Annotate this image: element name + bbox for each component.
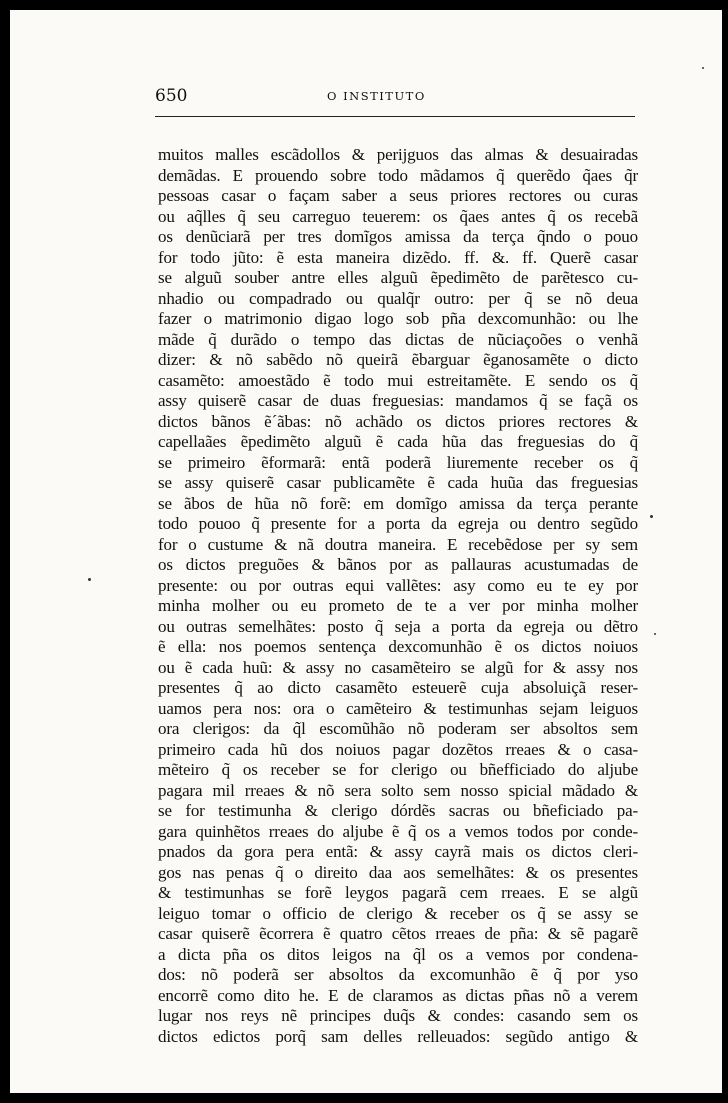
paper-speck bbox=[88, 578, 91, 581]
text-line: ou aq̃lles q̃ seu carreguo teuerem: os q̃aes antes q̃ os recebã bbox=[158, 206, 638, 226]
text-line: mẽteiro q̃ os receber se for clerigo ou bñefficiado do aljube bbox=[158, 760, 638, 779]
text-line: se ãbos de hũa nõ forẽ: em domĩgo amissa da terça perante bbox=[158, 493, 638, 513]
text-line: gos nas penas q̃ o direito daa aos semelhãtes: & os presentes bbox=[158, 862, 638, 882]
text-line: nhadio ou compadrado ou qualq̃r outro: per q̃ se nõ deua bbox=[158, 288, 638, 308]
document-page bbox=[10, 10, 722, 1093]
paper-speck bbox=[702, 67, 704, 69]
text-line: pessoas casar o façam saber a seus priores rectores ou curas bbox=[158, 186, 638, 205]
text-line: capellaães ẽpedimẽto alguũ ẽ cada hũa das freguesias do q̃ bbox=[158, 432, 638, 451]
text-line: ora clerigos: da q̃l escomũhão nõ poderam ser absoltos sem bbox=[158, 719, 638, 738]
text-line: casar quiserẽ ẽcorrera ẽ quatro cẽtos rreaes de pña: & sẽ pagarẽ bbox=[158, 924, 638, 943]
text-line: presentes q̃ ao dicto casamẽto esteuerẽ cuja absoluiçã reser- bbox=[158, 678, 638, 697]
text-line: fazer o matrimonio digao logo sob pña dexcomunhão: ou lhe bbox=[158, 309, 638, 328]
text-line: os denũciarã per tres domĩgos amissa da terça q̃ndo o pouo bbox=[158, 227, 638, 246]
text-line: se alguũ souber antre elles alguũ ẽpedimẽto de parẽtesco cu- bbox=[158, 268, 638, 287]
text-line: leiguo tomar o officio de clerigo & receber os q̃ se assy se bbox=[158, 903, 638, 923]
text-line: dizer: & nõ sabẽdo nõ queirã ẽbarguar ẽganosamẽte o dicto bbox=[158, 350, 638, 369]
text-line: ẽ ella: nos poemos sentença dexcomunhão ẽ os dictos noiuos bbox=[158, 637, 638, 656]
text-line: os dictos preguões & bãnos por as pallauras acustumadas de bbox=[158, 555, 638, 574]
paper-speck bbox=[650, 515, 653, 518]
text-line: dictos edictos porq̃ sam delles relleuados: segũdo antigo & bbox=[158, 1026, 638, 1046]
text-line: dos: nõ poderã ser absoltos da excomunhão ẽ q̃ por yso bbox=[158, 965, 638, 984]
text-line: a dicta pña os ditos leigos na q̃l os a vemos por condena- bbox=[158, 944, 638, 964]
text-line: pnados da gora pera entã: & assy cayrã mais os dictos cleri- bbox=[158, 842, 638, 861]
text-line: ou ẽ cada huũ: & assy no casamẽteiro se algũ for & assy nos bbox=[158, 657, 638, 677]
text-line: dictos bãnos ẽ´ãbas: nõ achãdo os dictos priores rectores & bbox=[158, 411, 638, 431]
text-line: presente: ou por outras equi vallẽtes: asy como eu te ey por bbox=[158, 575, 638, 595]
text-line: se assy quiserẽ casar publicamẽte ẽ cada huũa das freguesias bbox=[158, 473, 638, 492]
text-line: muitos malles escãdollos & perijguos das almas & desuairadas bbox=[158, 145, 638, 164]
text-line: minha molher ou eu prometo de te a ver por minha molher bbox=[158, 596, 638, 615]
text-line: for todo jũto: ẽ esta maneira dizẽdo. ff. &. ff. Querẽ casar bbox=[158, 247, 638, 267]
text-line: se for testimunha & clerigo dórdẽs sacras ou bñeficiado pa- bbox=[158, 801, 638, 820]
running-title: O INSTITUTO bbox=[327, 89, 426, 103]
text-line: encorrẽ como dito he. E de claramos as dictas pñas nõ a verem bbox=[158, 985, 638, 1005]
body-text bbox=[158, 145, 638, 1047]
text-line: lugar nos reys nẽ principes duq̃s & condes: casando sem os bbox=[158, 1006, 638, 1025]
text-line: & testimunhas se forẽ leygos pagarã cem rreaes. E se algũ bbox=[158, 883, 638, 902]
text-line: primeiro cada hũ dos noiuos pagar dozẽtos rreaes & o casa- bbox=[158, 739, 638, 759]
text-line: demãdas. E prouendo sobre todo mãdamos q̃ querẽdo q̃aes q̃r bbox=[158, 165, 638, 185]
text-line: assy quiserẽ casar de duas freguesias: mandamos q̃ se façã os bbox=[158, 391, 638, 410]
text-line: casamẽto: amoestãdo ẽ todo mui estreitamẽte. E sendo os q̃ bbox=[158, 370, 638, 390]
paper-speck bbox=[654, 633, 656, 635]
text-line: gara quinhẽtos rreaes do aljube ẽ q̃ os a vemos todos por conde- bbox=[158, 821, 638, 841]
text-line: mãde q̃ durãdo o tempo das dictas de nũciaçoões o venhã bbox=[158, 329, 638, 349]
text-line: se primeiro ẽformarã: entã poderã liuremente receber os q̃ bbox=[158, 452, 638, 472]
page-header bbox=[155, 86, 637, 126]
text-line: ou outras semelhãtes: posto q̃ seja a porta da egreja ou dẽtro bbox=[158, 616, 638, 636]
page-number: 650 bbox=[155, 86, 188, 106]
header-rule bbox=[155, 116, 635, 117]
text-line: pagara mil rreaes & nõ sera solto sem nosso spicial mãdado & bbox=[158, 780, 638, 800]
text-line: todo pouoo q̃ presente for a porta da egreja ou dentro segũdo bbox=[158, 514, 638, 533]
text-line: for o custume & nã doutra maneira. E recebẽdose per sy sem bbox=[158, 534, 638, 554]
text-line: uamos pera nos: ora o camẽteiro & testimunhas sejam leiguos bbox=[158, 698, 638, 718]
